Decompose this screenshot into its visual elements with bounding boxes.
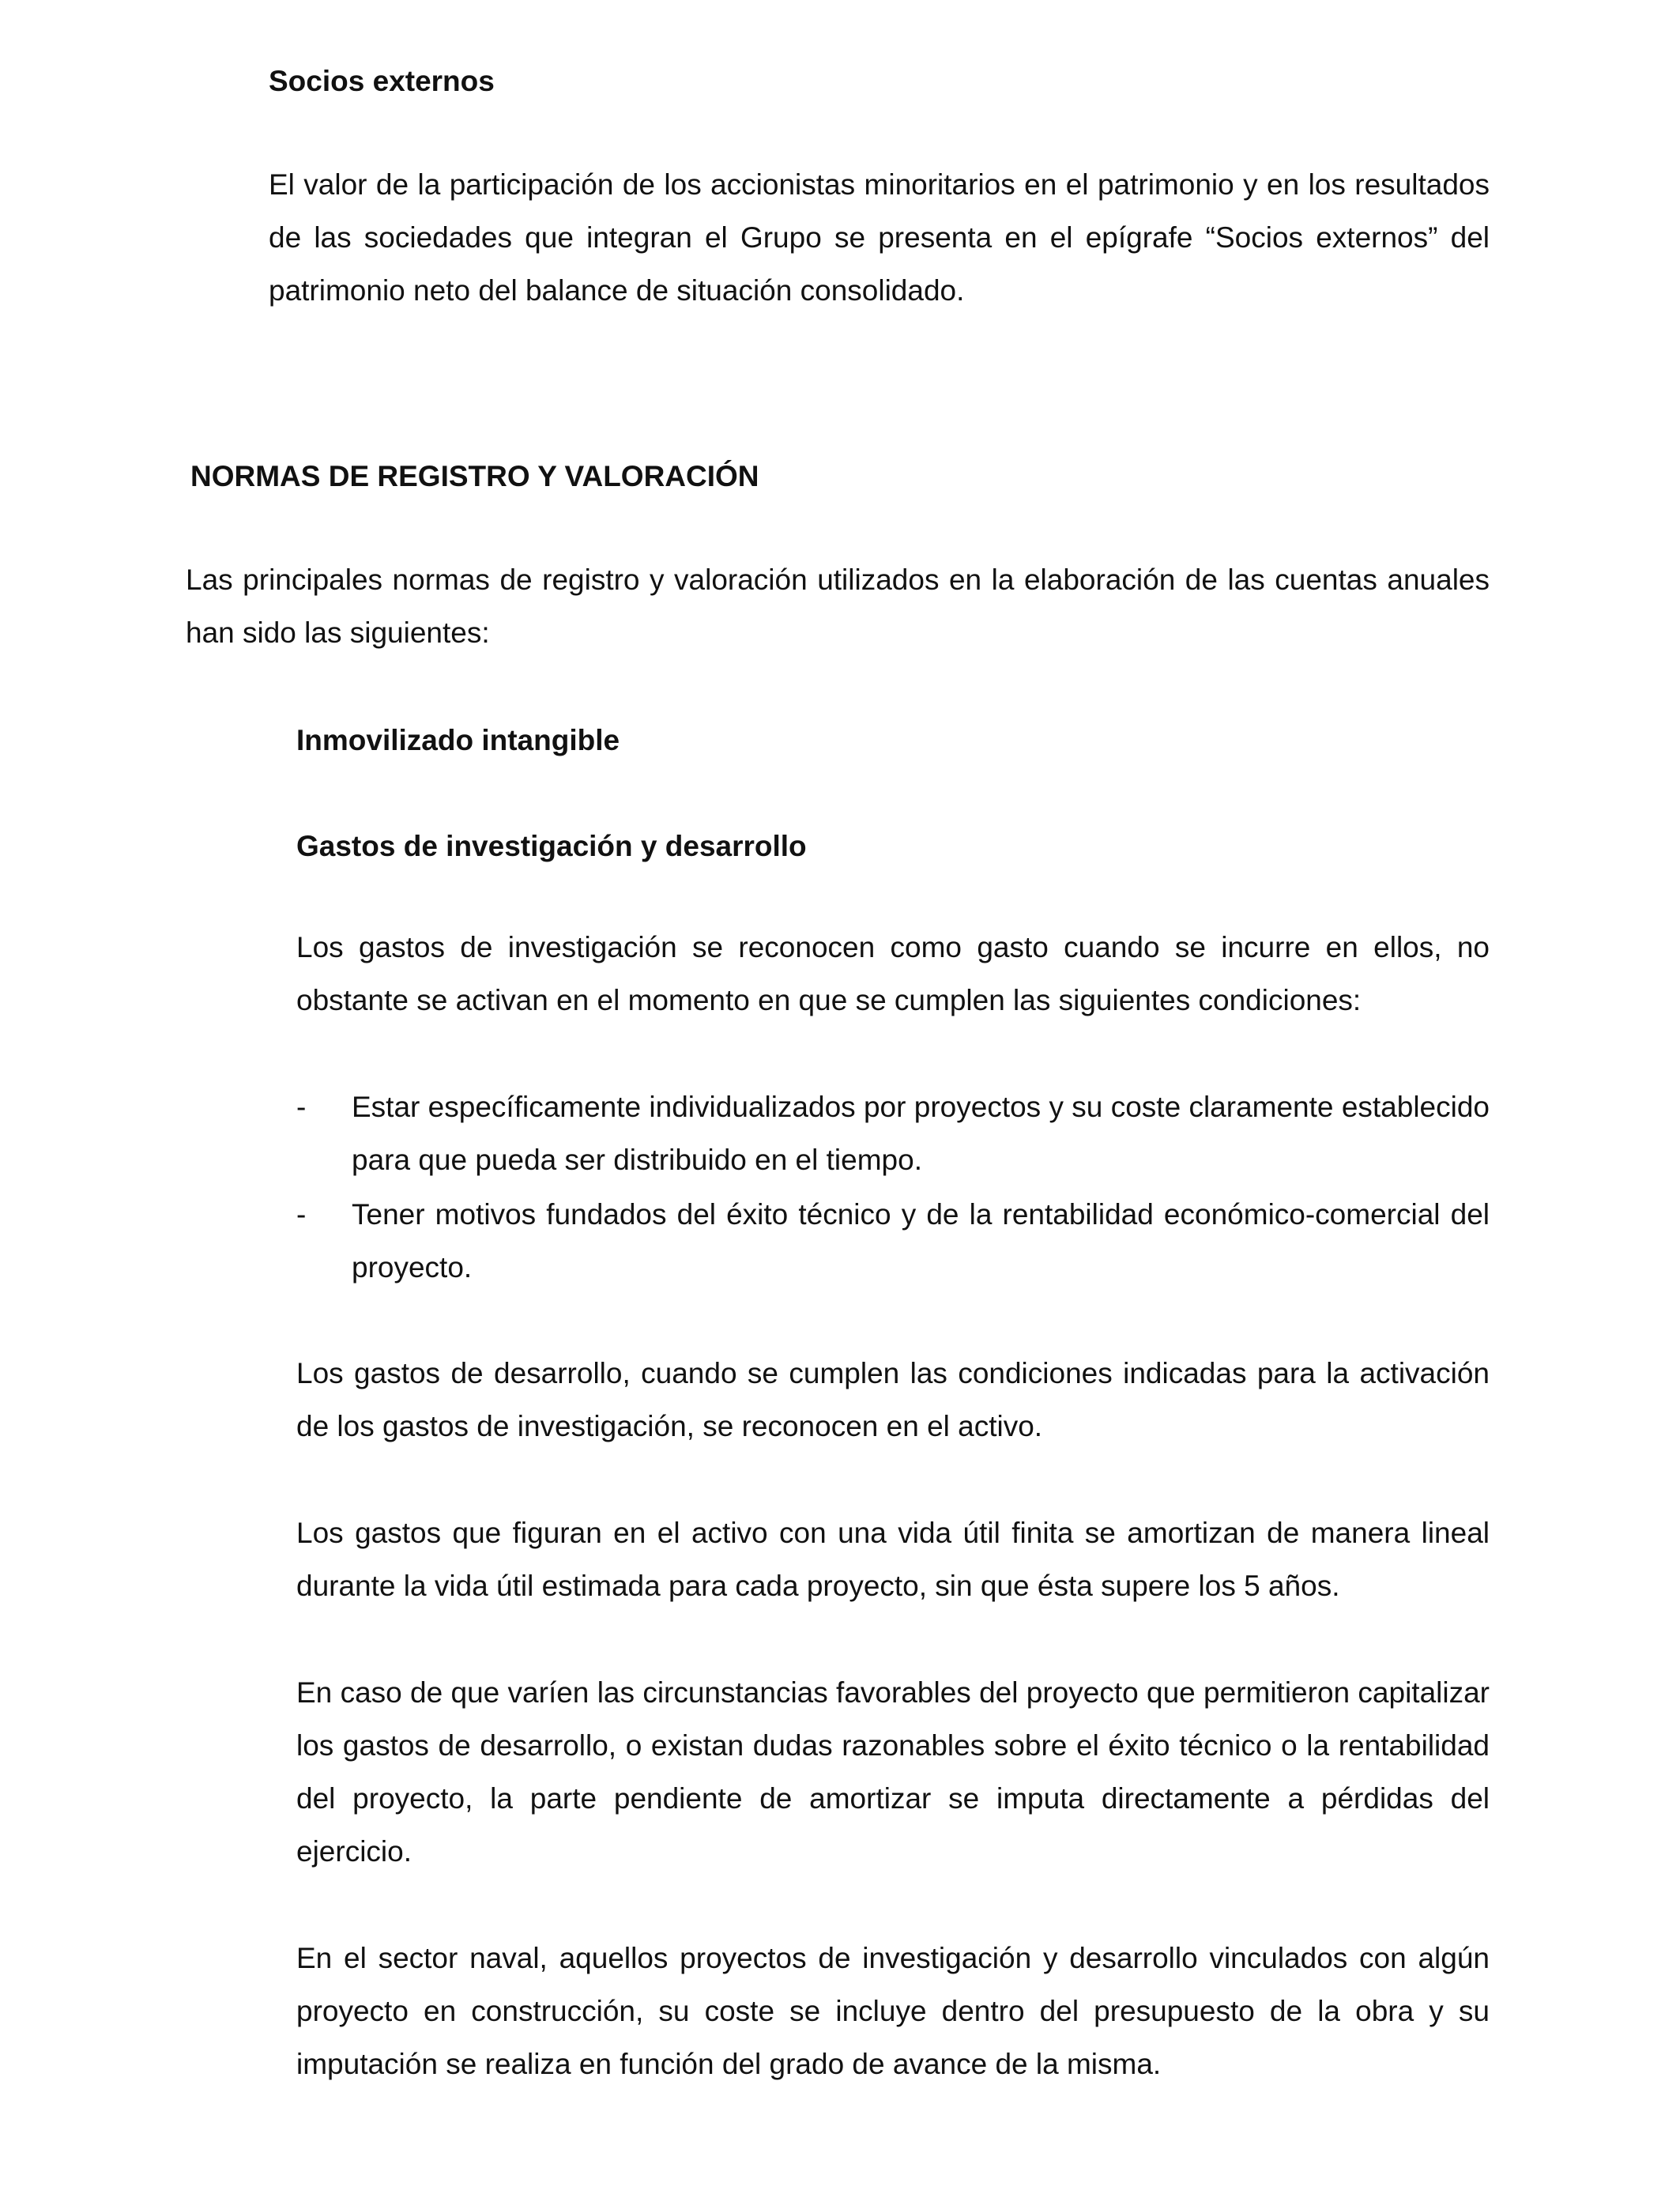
normas-intro-paragraph: Las principales normas de registro y valoración utilizados en la elaboración de las cuentas anuales han sido las siguientes:: [186, 564, 1490, 649]
sector-naval-paragraph: En el sector naval, aquellos proyectos de investigación y desarrollo vinculados con algún proyecto en construcción, su coste se incluye dentro del presupuesto de la obra y su imputación se realiza en función del grado de avance de la misma.: [296, 1942, 1490, 2080]
gastos-intro-paragraph: Los gastos de investigación se reconocen como gasto cuando se incurre en ellos, no obstante se activan en el momento en que se cumplen las siguientes condiciones:: [296, 931, 1490, 1016]
circunstancias-paragraph: En caso de que varíen las circunstancias favorables del proyecto que permitieron capitalizar los gastos de desarrollo, o existan dudas razonables sobre el éxito técnico o la rentabilidad del proyecto, la parte pendiente de amortizar se imputa directamente a pérdidas del ejercicio.: [296, 1676, 1490, 1868]
bullet-item: [296, 1188, 1490, 1294]
inmovilizado-intangible-heading: Inmovilizado intangible: [296, 724, 620, 756]
bullet-item: [296, 1080, 1490, 1186]
bullet-text: Estar específicamente individualizados por proyectos y su coste claramente establecido para que pueda ser distribuido en el tiempo.: [352, 1091, 1490, 1176]
gastos-investigacion-heading: Gastos de investigación y desarrollo: [296, 830, 807, 862]
gastos-desarrollo-paragraph: Los gastos de desarrollo, cuando se cumplen las condiciones indicadas para la activación de los gastos de investigación, se reconocen en el activo.: [296, 1357, 1490, 1442]
bullet-dash: -: [296, 1198, 307, 1231]
bullet-text: Tener motivos fundados del éxito técnico y de la rentabilidad económico-comercial del proyecto.: [352, 1198, 1490, 1284]
bullet-dash: -: [296, 1091, 307, 1123]
socios-externos-paragraph: El valor de la participación de los accionistas minoritarios en el patrimonio y en los resultados de las sociedades que integran el Grupo se presenta en el epígrafe “Socios externos” del patrimonio neto del balance de situación consolidado.: [269, 168, 1490, 307]
normas-registro-heading: NORMAS DE REGISTRO Y VALORACIÓN: [190, 460, 759, 492]
amortizacion-paragraph: Los gastos que figuran en el activo con una vida útil finita se amortizan de manera lineal durante la vida útil estimada para cada proyecto, sin que ésta supere los 5 años.: [296, 1517, 1490, 1602]
socios-externos-heading: Socios externos: [269, 65, 495, 97]
